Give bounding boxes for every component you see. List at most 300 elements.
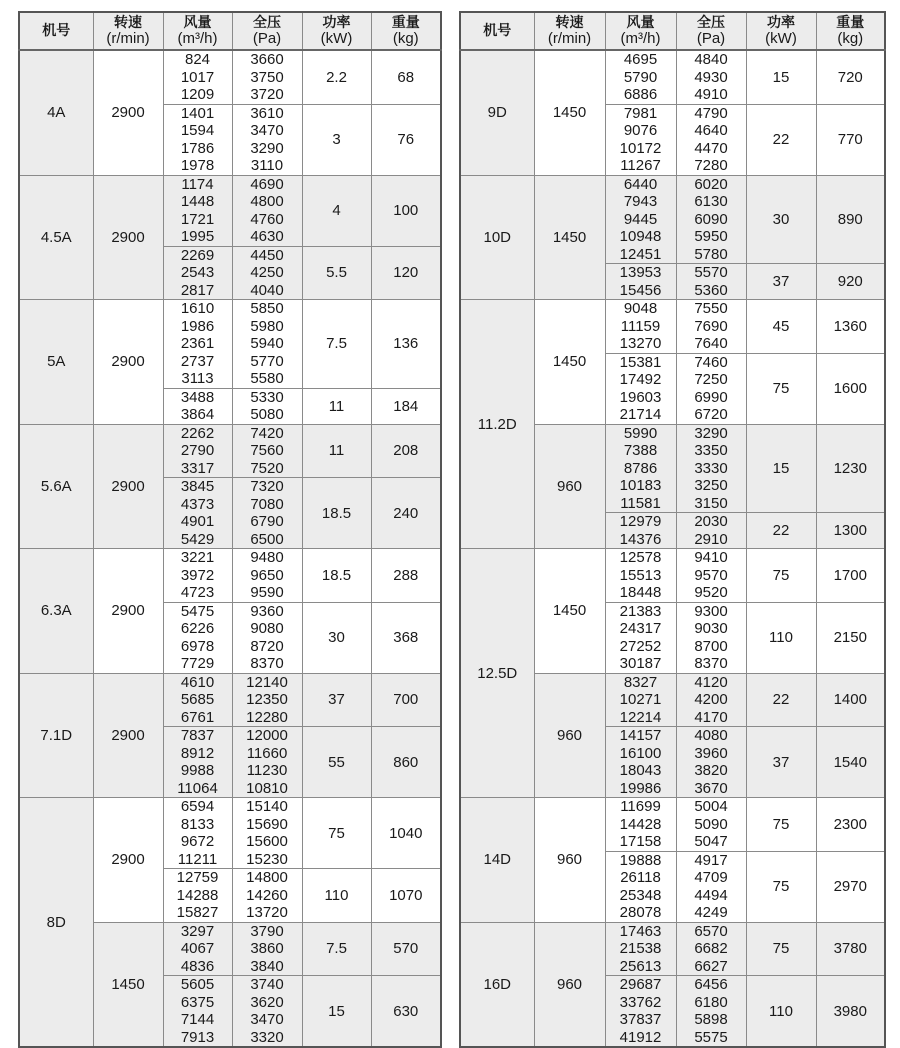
pressure-value: 12350 xyxy=(246,691,288,708)
airflow-value: 25613 xyxy=(619,957,662,975)
pressure-value: 7690 xyxy=(694,317,728,335)
airflow-value: 17158 xyxy=(619,833,662,850)
power-cell: 75 xyxy=(746,353,816,424)
header-weight-label: 重量 xyxy=(391,15,420,31)
header-power-label: 功率 xyxy=(767,15,795,31)
table-row xyxy=(460,50,885,104)
airflow-value: 15827 xyxy=(176,904,219,921)
airflow-value: 14428 xyxy=(619,815,662,833)
airflow-value: 6375 xyxy=(180,993,215,1011)
airflow-value: 4836 xyxy=(180,957,215,975)
table-row xyxy=(19,50,441,104)
header-model xyxy=(19,12,93,50)
airflow-value: 37837 xyxy=(619,1011,662,1028)
pressure-value: 6180 xyxy=(694,993,728,1011)
airflow-value: 25348 xyxy=(619,886,662,904)
airflow-value: 2543 xyxy=(180,264,215,281)
airflow-value: 14376 xyxy=(619,530,662,548)
pressure-cell xyxy=(232,246,302,300)
airflow-value: 7943 xyxy=(623,193,658,210)
header-airflow xyxy=(605,12,676,50)
pressure-value: 4917 xyxy=(694,851,728,869)
power-cell: 22 xyxy=(746,104,816,175)
pressure-value: 12280 xyxy=(246,708,288,726)
airflow-value: 7837 xyxy=(180,727,215,744)
pressure-cell xyxy=(232,478,302,549)
pressure-value: 3860 xyxy=(250,940,284,957)
pressure-value: 7520 xyxy=(250,459,284,477)
airflow-value: 7144 xyxy=(180,1011,215,1028)
pressure-cell xyxy=(232,976,302,1048)
airflow-value: 15513 xyxy=(619,566,662,584)
airflow-value: 15381 xyxy=(619,353,662,371)
airflow-value: 27252 xyxy=(619,637,662,655)
weight-cell: 720 xyxy=(816,50,885,104)
power-cell: 11 xyxy=(302,424,371,478)
airflow-cell xyxy=(163,549,232,603)
pressure-cell xyxy=(676,513,746,549)
model-cell: 6.3A xyxy=(19,549,93,674)
weight-cell: 184 xyxy=(371,388,441,424)
airflow-value: 7729 xyxy=(180,655,215,672)
weight-cell: 1070 xyxy=(371,869,441,923)
airflow-cell xyxy=(163,175,232,246)
pressure-value: 5950 xyxy=(694,228,728,245)
weight-cell: 288 xyxy=(371,549,441,603)
pressure-value: 5575 xyxy=(694,1028,728,1046)
pressure-value: 7560 xyxy=(250,442,284,459)
airflow-value: 7981 xyxy=(623,104,658,122)
pressure-value: 8720 xyxy=(250,637,284,655)
airflow-value: 1721 xyxy=(180,210,215,228)
pressure-value: 9300 xyxy=(694,602,728,620)
pressure-value: 3660 xyxy=(250,51,284,68)
airflow-value: 24317 xyxy=(619,620,662,637)
power-cell: 110 xyxy=(302,869,371,923)
airflow-value: 8912 xyxy=(180,744,215,762)
header-model xyxy=(460,12,534,50)
airflow-value: 1995 xyxy=(180,228,215,245)
airflow-cell xyxy=(163,798,232,869)
header-power xyxy=(302,12,371,50)
weight-cell: 860 xyxy=(371,727,441,798)
speed-cell: 1450 xyxy=(534,549,605,674)
airflow-value: 5790 xyxy=(623,68,658,86)
power-cell: 37 xyxy=(746,264,816,300)
pressure-value: 4249 xyxy=(694,904,728,921)
weight-cell: 136 xyxy=(371,300,441,389)
pressure-cell xyxy=(676,549,746,603)
pressure-value: 6020 xyxy=(694,175,728,193)
power-cell: 30 xyxy=(746,175,816,264)
airflow-value: 7913 xyxy=(180,1028,215,1046)
airflow-value: 9445 xyxy=(623,210,658,228)
power-cell: 3 xyxy=(302,104,371,175)
speed-cell: 960 xyxy=(534,424,605,549)
pressure-value: 9570 xyxy=(694,566,728,584)
pressure-cell xyxy=(232,727,302,798)
airflow-value: 18043 xyxy=(619,762,662,779)
airflow-cell xyxy=(163,478,232,549)
model-cell: 14D xyxy=(460,798,534,923)
header-power-label: 功率 xyxy=(322,15,351,31)
airflow-value: 10172 xyxy=(619,139,662,157)
airflow-value: 4723 xyxy=(180,584,215,601)
table-row xyxy=(460,175,885,264)
speed-cell: 960 xyxy=(534,673,605,798)
header-weight-label: 重量 xyxy=(836,15,865,31)
pressure-value: 7250 xyxy=(694,371,728,388)
pressure-value: 9480 xyxy=(250,549,284,566)
pressure-value: 4470 xyxy=(694,139,728,157)
pressure-value: 9520 xyxy=(694,584,728,601)
pressure-value: 5090 xyxy=(694,815,728,833)
pressure-value: 3820 xyxy=(694,762,728,779)
pressure-value: 7420 xyxy=(250,424,284,442)
airflow-value: 11581 xyxy=(620,494,661,512)
airflow-value: 19888 xyxy=(619,851,662,869)
airflow-cell xyxy=(163,104,232,175)
pressure-value: 4170 xyxy=(694,708,728,726)
airflow-value: 2269 xyxy=(180,246,215,264)
pressure-value: 5980 xyxy=(250,317,284,335)
pressure-value: 3350 xyxy=(694,442,728,459)
airflow-value: 1978 xyxy=(180,157,215,174)
pressure-cell xyxy=(676,50,746,104)
pressure-cell xyxy=(676,851,746,922)
pressure-value: 5898 xyxy=(694,1011,728,1028)
airflow-value: 15456 xyxy=(619,281,662,299)
airflow-value: 3113 xyxy=(181,370,214,387)
speed-cell: 2900 xyxy=(93,300,163,425)
pressure-value: 7550 xyxy=(694,300,728,317)
pressure-cell xyxy=(676,602,746,673)
pressure-value: 9360 xyxy=(250,602,284,620)
airflow-value: 3845 xyxy=(180,478,215,495)
power-cell: 75 xyxy=(746,549,816,603)
pressure-value: 4250 xyxy=(250,264,284,281)
airflow-value: 2361 xyxy=(180,335,215,352)
speed-cell: 1450 xyxy=(93,922,163,1047)
pressure-value: 3790 xyxy=(250,922,284,940)
airflow-value: 8133 xyxy=(180,815,215,833)
pressure-value: 3670 xyxy=(694,779,728,797)
power-cell: 11 xyxy=(302,388,371,424)
pressure-value: 14260 xyxy=(246,886,288,904)
airflow-value: 10948 xyxy=(619,228,662,245)
pressure-cell xyxy=(676,798,746,852)
weight-cell: 2150 xyxy=(816,602,885,673)
model-cell: 9D xyxy=(460,50,534,175)
pressure-value: 3740 xyxy=(250,976,284,993)
header-power-unit: (kW) xyxy=(765,30,797,47)
airflow-value: 16100 xyxy=(619,744,662,762)
model-cell: 5.6A xyxy=(19,424,93,549)
pressure-value: 3290 xyxy=(250,139,284,157)
airflow-cell xyxy=(605,976,676,1048)
weight-cell: 1600 xyxy=(816,353,885,424)
pressure-value: 7080 xyxy=(250,495,284,513)
power-cell: 75 xyxy=(746,851,816,922)
header-speed-unit: (r/min) xyxy=(106,30,150,47)
speed-cell: 2900 xyxy=(93,549,163,674)
pressure-value: 5940 xyxy=(250,335,284,352)
power-cell: 15 xyxy=(302,976,371,1048)
pressure-cell xyxy=(232,922,302,976)
pressure-cell xyxy=(232,300,302,389)
airflow-value: 7388 xyxy=(623,442,658,459)
airflow-cell xyxy=(605,264,676,300)
speed-cell: 2900 xyxy=(93,798,163,923)
weight-cell: 100 xyxy=(371,175,441,246)
pressure-value: 3330 xyxy=(694,459,728,477)
airflow-value: 12214 xyxy=(619,708,662,726)
weight-cell: 1300 xyxy=(816,513,885,549)
airflow-value: 1401 xyxy=(180,104,215,122)
airflow-value: 13270 xyxy=(619,335,662,352)
airflow-value: 10183 xyxy=(619,477,662,494)
power-cell: 45 xyxy=(746,300,816,354)
airflow-cell xyxy=(605,727,676,798)
pressure-value: 15600 xyxy=(246,833,288,850)
weight-cell: 208 xyxy=(371,424,441,478)
pressure-value: 6990 xyxy=(694,388,728,406)
airflow-value: 26118 xyxy=(620,869,661,886)
weight-cell: 3780 xyxy=(816,922,885,976)
airflow-value: 18448 xyxy=(619,584,662,601)
power-cell: 75 xyxy=(746,798,816,852)
airflow-cell xyxy=(163,388,232,424)
power-cell: 75 xyxy=(302,798,371,869)
pressure-value: 10810 xyxy=(246,779,288,797)
pressure-cell xyxy=(232,549,302,603)
airflow-value: 4695 xyxy=(623,51,658,68)
airflow-value: 33762 xyxy=(619,993,662,1011)
pressure-value: 5360 xyxy=(694,281,728,299)
pressure-value: 7460 xyxy=(694,353,728,371)
header-speed-unit: (r/min) xyxy=(547,30,592,47)
pressure-cell xyxy=(232,673,302,727)
airflow-value: 6761 xyxy=(180,708,215,726)
pressure-cell xyxy=(232,869,302,923)
airflow-value: 5990 xyxy=(623,424,658,442)
airflow-cell xyxy=(163,869,232,923)
pressure-value: 6627 xyxy=(694,957,728,975)
pressure-value: 6090 xyxy=(694,210,728,228)
airflow-cell xyxy=(605,602,676,673)
airflow-cell xyxy=(163,50,232,104)
pressure-value: 6500 xyxy=(250,530,284,548)
pressure-cell xyxy=(676,300,746,354)
pressure-value: 4630 xyxy=(250,228,284,245)
pressure-value: 4930 xyxy=(694,68,728,86)
header-airflow-unit: (m³/h) xyxy=(177,30,218,47)
airflow-value: 21714 xyxy=(619,406,662,423)
power-cell: 22 xyxy=(746,513,816,549)
pressure-value: 6570 xyxy=(694,922,728,940)
airflow-value: 3972 xyxy=(180,566,215,584)
pressure-value: 4709 xyxy=(694,869,728,886)
airflow-value: 6886 xyxy=(623,86,658,103)
airflow-value: 21538 xyxy=(619,940,662,957)
header-power-unit: (kW) xyxy=(320,30,353,47)
pressure-value: 4040 xyxy=(250,281,284,299)
airflow-cell xyxy=(163,673,232,727)
weight-cell: 1540 xyxy=(816,727,885,798)
header-airflow xyxy=(163,12,232,50)
airflow-value: 1986 xyxy=(180,317,215,335)
power-cell: 2.2 xyxy=(302,50,371,104)
header-row xyxy=(460,12,885,50)
pressure-cell xyxy=(232,50,302,104)
pressure-value: 3620 xyxy=(250,993,284,1011)
pressure-value: 4690 xyxy=(250,175,284,193)
airflow-value: 1610 xyxy=(180,300,215,317)
airflow-value: 4067 xyxy=(180,940,215,957)
pressure-value: 4760 xyxy=(250,210,284,228)
weight-cell: 76 xyxy=(371,104,441,175)
pressure-value: 9590 xyxy=(250,584,284,601)
pressure-value: 3750 xyxy=(250,68,284,86)
pressure-value: 2910 xyxy=(694,530,728,548)
header-pressure-unit: (Pa) xyxy=(252,30,282,47)
airflow-value: 5685 xyxy=(180,691,215,708)
pressure-value: 6456 xyxy=(694,976,728,993)
header-weight-unit: (kg) xyxy=(392,30,419,47)
airflow-value: 4610 xyxy=(180,673,215,691)
pressure-value: 4080 xyxy=(694,727,728,744)
pressure-value: 12140 xyxy=(246,673,288,691)
header-speed xyxy=(93,12,163,50)
airflow-value: 3297 xyxy=(180,922,215,940)
airflow-value: 14288 xyxy=(176,886,219,904)
pressure-value: 3290 xyxy=(694,424,728,442)
airflow-cell xyxy=(163,976,232,1048)
airflow-value: 9988 xyxy=(180,762,215,779)
airflow-cell xyxy=(605,50,676,104)
airflow-value: 1174 xyxy=(181,175,214,193)
power-cell: 18.5 xyxy=(302,478,371,549)
airflow-cell xyxy=(163,602,232,673)
header-pressure-label: 全压 xyxy=(253,15,281,31)
weight-cell: 570 xyxy=(371,922,441,976)
airflow-value: 19603 xyxy=(619,388,662,406)
pressure-value: 4800 xyxy=(250,193,284,210)
airflow-value: 11211 xyxy=(177,850,218,868)
pressure-value: 15140 xyxy=(246,798,288,815)
speed-cell: 2900 xyxy=(93,50,163,175)
airflow-value: 9048 xyxy=(623,300,658,317)
pressure-cell xyxy=(232,602,302,673)
airflow-value: 1786 xyxy=(180,139,215,157)
model-cell: 5A xyxy=(19,300,93,425)
airflow-value: 2737 xyxy=(180,352,215,370)
pressure-value: 3610 xyxy=(250,104,284,122)
power-cell: 110 xyxy=(746,602,816,673)
pressure-value: 7640 xyxy=(694,335,728,352)
airflow-value: 41912 xyxy=(619,1028,662,1046)
airflow-value: 5429 xyxy=(180,530,215,548)
model-cell: 4A xyxy=(19,50,93,175)
pressure-cell xyxy=(232,798,302,869)
header-weight xyxy=(371,12,441,50)
pressure-cell xyxy=(676,673,746,727)
model-cell: 11.2D xyxy=(460,300,534,549)
power-cell: 5.5 xyxy=(302,246,371,300)
model-cell: 4.5A xyxy=(19,175,93,300)
pressure-value: 6682 xyxy=(694,940,728,957)
pressure-value: 5570 xyxy=(694,264,728,281)
airflow-cell xyxy=(163,424,232,478)
table-row xyxy=(19,175,441,246)
header-weight xyxy=(816,12,885,50)
airflow-cell xyxy=(605,922,676,976)
pressure-cell xyxy=(676,175,746,264)
header-speed-label: 转速 xyxy=(114,15,142,31)
weight-cell: 3980 xyxy=(816,976,885,1048)
pressure-value: 3840 xyxy=(250,957,284,975)
pressure-value: 4450 xyxy=(250,246,284,264)
pressure-value: 13720 xyxy=(246,904,288,921)
fan-spec-table-left xyxy=(18,11,442,1048)
airflow-value: 6226 xyxy=(180,620,215,637)
pressure-value: 5047 xyxy=(694,833,728,850)
weight-cell: 890 xyxy=(816,175,885,264)
weight-cell: 1360 xyxy=(816,300,885,354)
header-pressure-label: 全压 xyxy=(697,15,725,31)
airflow-value: 30187 xyxy=(619,655,662,672)
airflow-value: 11159 xyxy=(620,317,661,335)
airflow-cell xyxy=(605,549,676,603)
header-pressure-unit: (Pa) xyxy=(696,30,726,47)
power-cell: 15 xyxy=(746,50,816,104)
airflow-value: 11267 xyxy=(620,157,661,174)
pressure-cell xyxy=(232,175,302,246)
pressure-value: 3720 xyxy=(250,86,284,103)
airflow-value: 8786 xyxy=(623,459,658,477)
pressure-value: 8370 xyxy=(250,655,284,672)
header-pressure xyxy=(676,12,746,50)
airflow-cell xyxy=(605,513,676,549)
speed-cell: 2900 xyxy=(93,424,163,549)
weight-cell: 630 xyxy=(371,976,441,1048)
pressure-cell xyxy=(232,388,302,424)
power-cell: 30 xyxy=(302,602,371,673)
speed-cell: 960 xyxy=(534,798,605,923)
airflow-value: 3488 xyxy=(180,388,215,406)
airflow-value: 1594 xyxy=(180,122,215,139)
pressure-value: 3470 xyxy=(250,122,284,139)
model-cell: 8D xyxy=(19,798,93,1048)
weight-cell: 920 xyxy=(816,264,885,300)
airflow-value: 13953 xyxy=(619,264,662,281)
weight-cell: 1230 xyxy=(816,424,885,513)
table-row xyxy=(19,673,441,727)
airflow-value: 21383 xyxy=(619,602,662,620)
weight-cell: 1700 xyxy=(816,549,885,603)
power-cell: 22 xyxy=(746,673,816,727)
pressure-value: 5770 xyxy=(250,352,284,370)
pressure-value: 15230 xyxy=(246,850,288,868)
pressure-value: 5580 xyxy=(250,370,284,387)
pressure-cell xyxy=(676,727,746,798)
airflow-cell xyxy=(605,175,676,264)
airflow-value: 12451 xyxy=(619,245,662,263)
power-cell: 55 xyxy=(302,727,371,798)
pressure-value: 3470 xyxy=(250,1011,284,1028)
pressure-value: 6720 xyxy=(694,406,728,423)
airflow-value: 19986 xyxy=(619,779,662,797)
